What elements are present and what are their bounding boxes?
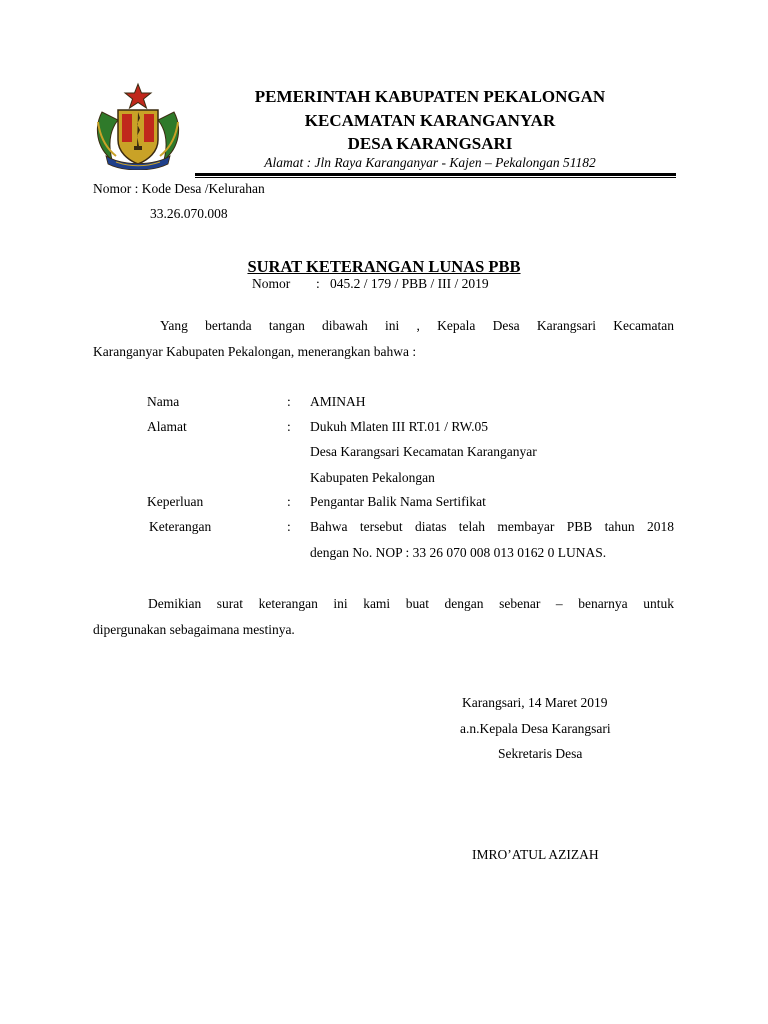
letter-number-colon: : xyxy=(316,276,320,291)
field-address-colon: : xyxy=(287,419,291,434)
village-code-value: 33.26.070.008 xyxy=(150,206,228,221)
field-address-line-3: Kabupaten Pekalongan xyxy=(310,470,435,485)
document-title: SURAT KETERANGAN LUNAS PBB xyxy=(247,257,521,276)
field-remark-line-1: Bahwa tersebut diatas telah membayar PBB tahun 2018 xyxy=(310,519,674,534)
field-remark-colon: : xyxy=(287,519,291,534)
field-purpose-value: Pengantar Balik Nama Sertifikat xyxy=(310,494,486,509)
header-address: Alamat : Jln Raya Karanganyar - Kajen – Pekalongan 51182 xyxy=(264,155,596,170)
header-village-title: DESA KARANGSARI xyxy=(347,134,513,153)
field-name-label: Nama xyxy=(147,394,180,409)
field-address-line-2: Desa Karangsari Kecamatan Karanganyar xyxy=(310,444,537,459)
field-purpose-label: Keperluan xyxy=(147,494,204,509)
field-name-colon: : xyxy=(287,394,291,409)
header-rule-thin xyxy=(195,177,676,178)
field-address-label: Alamat xyxy=(147,419,187,434)
field-remark-line-2: dengan No. NOP : 33 26 070 008 013 0162 0 LUNAS. xyxy=(310,545,607,560)
header-district-title: KECAMATAN KARANGANYAR xyxy=(304,111,556,130)
field-purpose-colon: : xyxy=(287,494,291,509)
header-government-title: PEMERINTAH KABUPATEN PEKALONGAN xyxy=(254,87,606,106)
letter-number-label: Nomor xyxy=(252,276,291,291)
village-code-label: Nomor : Kode Desa /Kelurahan xyxy=(93,181,265,196)
signatory-name: IMRO’ATUL AZIZAH xyxy=(472,847,599,862)
field-address-line-1: Dukuh Mlaten III RT.01 / RW.05 xyxy=(310,419,489,434)
header-rule-thick xyxy=(195,173,676,176)
intro-line-1: Yang bertanda tangan dibawah ini , Kepala Desa Karangsari Kecamatan xyxy=(160,318,674,333)
closing-line-1: Demikian surat keterangan ini kami buat dengan sebenar – benarnya untuk xyxy=(148,596,674,611)
intro-line-2: Karanganyar Kabupaten Pekalongan, menerangkan bahwa : xyxy=(93,344,417,359)
signature-on-behalf: a.n.Kepala Desa Karangsari xyxy=(460,721,611,736)
closing-line-2: dipergunakan sebagaimana mestinya. xyxy=(93,622,295,637)
signature-place-date: Karangsari, 14 Maret 2019 xyxy=(462,695,608,710)
field-remark-label: Keterangan xyxy=(149,519,212,534)
signature-position: Sekretaris Desa xyxy=(498,746,583,761)
letter-number-value: 045.2 / 179 / PBB / III / 2019 xyxy=(330,276,489,291)
regency-emblem-logo xyxy=(92,82,184,170)
field-name-value: AMINAH xyxy=(310,394,366,409)
